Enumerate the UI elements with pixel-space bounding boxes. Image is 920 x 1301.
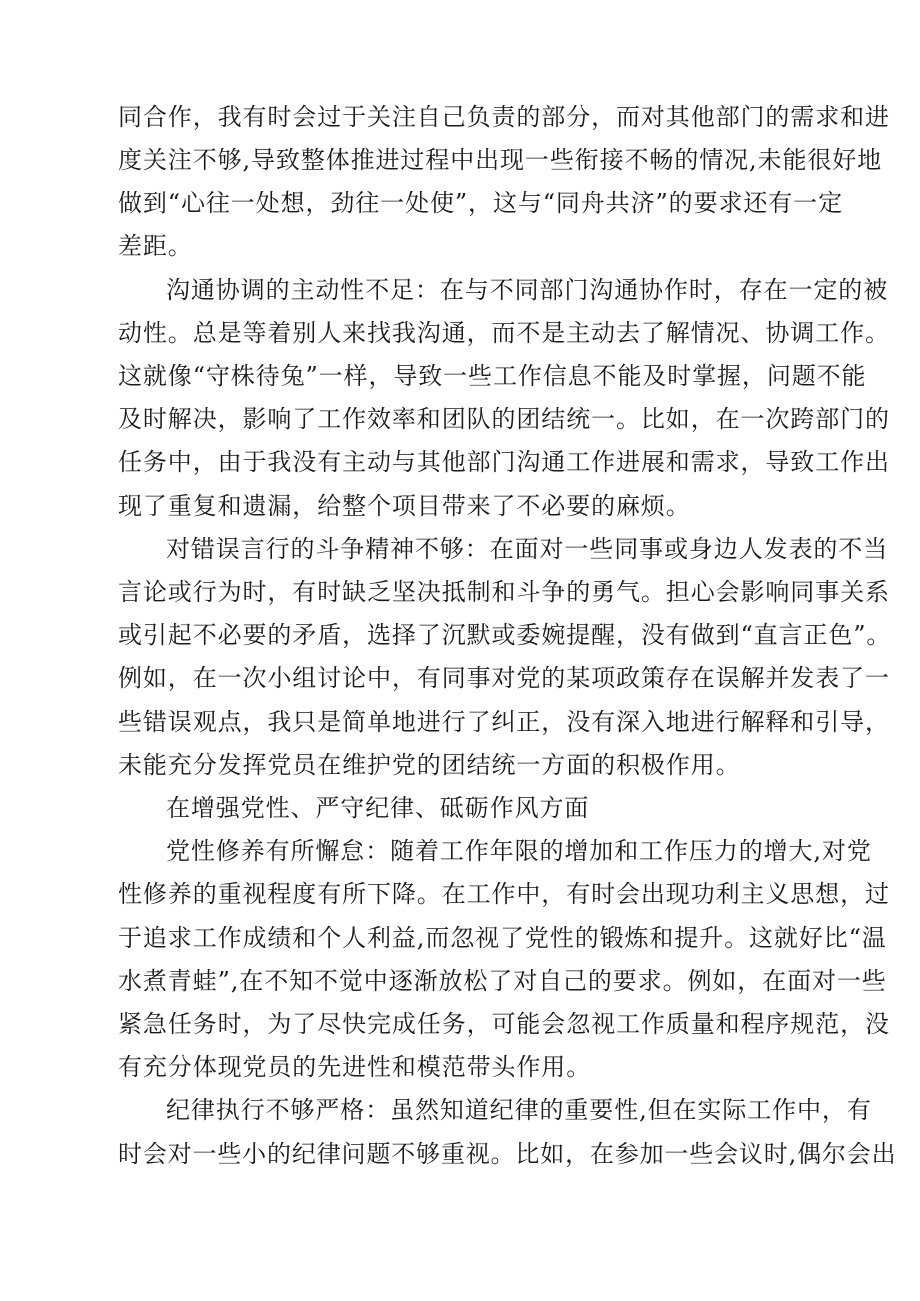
text-line: 同合作，我有时会过于关注自己负责的部分，而对其他部门的需求和进 (118, 103, 890, 131)
text-line: 动性。总是等着别人来找我沟通，而不是主动去了解情况、协调工作。 (118, 319, 890, 347)
paragraph-start-line: 对错误言行的斗争精神不够：在面对一些同事或身边人发表的不当 (166, 535, 889, 563)
text-line: 任务中，由于我没有主动与其他部门沟通工作进展和需求，导致工作出 (118, 448, 890, 476)
section-heading: 在增强党性、严守纪律、砥砺作风方面 (166, 794, 590, 822)
text-line: 做到“心往一处想，劲往一处使”，这与“同舟共济”的要求还有一定 (118, 189, 843, 217)
text-line: 些错误观点，我只是简单地进行了纠正，没有深入地进行解释和引导， (118, 708, 890, 736)
text-line: 例如，在一次小组讨论中，有同事对党的某项政策存在误解并发表了一 (118, 664, 890, 692)
text-line: 未能充分发挥党员在维护党的团结统一方面的积极作用。 (118, 751, 741, 779)
paragraph-start-line: 纪律执行不够严格：虽然知道纪律的重要性,但在实际工作中，有 (166, 1096, 872, 1124)
text-line: 差距。 (118, 232, 193, 260)
text-line: 现了重复和遗漏，给整个项目带来了不必要的麻烦。 (118, 492, 691, 520)
text-line: 或引起不必要的矛盾，选择了沉默或委婉提醒，没有做到“直言正色”。 (118, 621, 892, 649)
text-line: 水煮青蛙”,在不知不觉中逐渐放松了对自己的要求。例如，在面对一些 (118, 967, 887, 995)
text-line: 于追求工作成绩和个人利益,而忽视了党性的锻炼和提升。这就好比“温 (118, 924, 887, 952)
text-line: 言论或行为时，有时缺乏坚决抵制和斗争的勇气。担心会影响同事关系 (118, 578, 890, 606)
text-line: 度关注不够,导致整体推进过程中出现一些衔接不畅的情况,未能很好地 (118, 146, 883, 174)
text-line: 紧急任务时，为了尽快完成任务，可能会忽视工作质量和程序规范，没 (118, 1010, 890, 1038)
text-line: 有充分体现党员的先进性和模范带头作用。 (118, 1053, 592, 1081)
text-line: 这就像“守株待兔”一样，导致一些工作信息不能及时掌握，问题不能 (118, 362, 867, 390)
text-line: 性修养的重视程度有所下降。在工作中，有时会出现功利主义思想，过 (118, 880, 890, 908)
text-line: 时会对一些小的纪律问题不够重视。比如，在参加一些会议时,偶尔会出 (118, 1140, 897, 1168)
paragraph-start-line: 沟通协调的主动性不足：在与不同部门沟通协作时，存在一定的被 (166, 276, 889, 304)
paragraph-start-line: 党性修养有所懈怠：随着工作年限的增加和工作压力的增大,对党 (166, 837, 872, 865)
text-line: 及时解决，影响了工作效率和团队的团结统一。比如，在一次跨部门的 (118, 405, 890, 433)
